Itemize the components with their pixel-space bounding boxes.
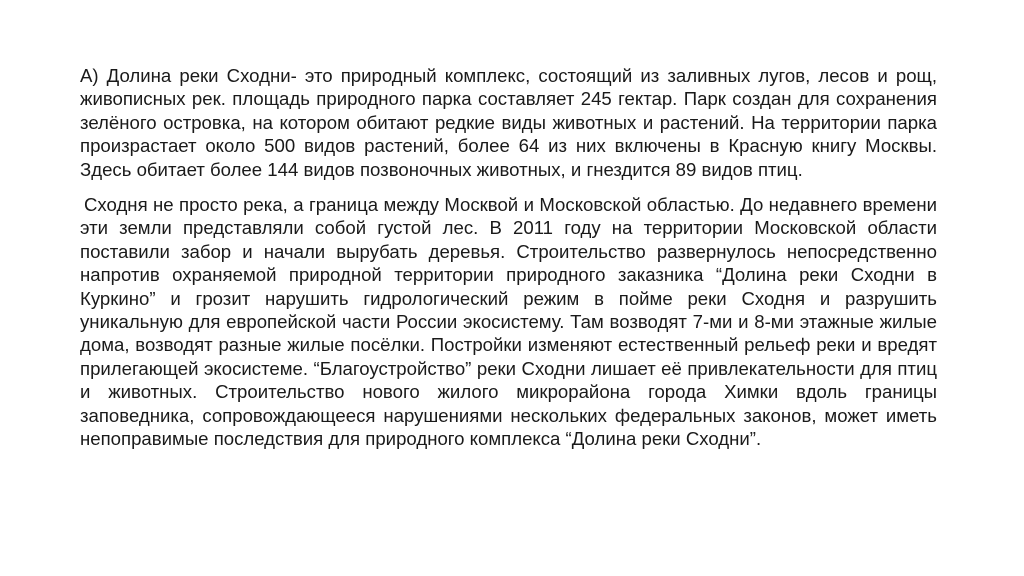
paragraph-development: Сходня не просто река, а граница между Москвой и Московской областью. До недавнего времени эти земли представляли собой густой лес. В 2011 году на территории Московской области поставили забор и начали вырубать деревья. Строительство развернулось непосредственно напротив охраняемой природной территории природного заказника “Долина реки Сходни в Куркино” и грозит нарушить гидрологический режим в пойме реки Сходня и разрушить уникальную для европейской части России экосистему. Там возводят 7-ми и 8-ми этажные жилые дома, возводят разные жилые посёлки. Постройки изменяют естественный рельеф реки и вредят прилегающей экосистеме. “Благоустройство” реки Сходни лишает её привлекательности для птиц и животных. Строительство нового жилого микрорайона города Химки вдоль границы заповедника, сопровождающееся нарушениями нескольких федеральных законов, может иметь непоправимые последствия для природного комплекса “Долина реки Сходни”.: [80, 194, 937, 450]
paragraph-intro: А) Долина реки Сходни- это природный комплекс, состоящий из заливных лугов, лесов и рощ, живописных рек. площадь природного парка составляет 245 гектар. Парк создан для сохранения зелёного островка, на котором обитают редкие виды животных и растений. На территории парка произрастает около 500 видов растений, более 64 из них включены в Красную книгу Москвы. Здесь обитает более 144 видов позвоночных животных, и гнездится 89 видов птиц.: [80, 65, 937, 180]
text-box: [80, 64, 937, 451]
